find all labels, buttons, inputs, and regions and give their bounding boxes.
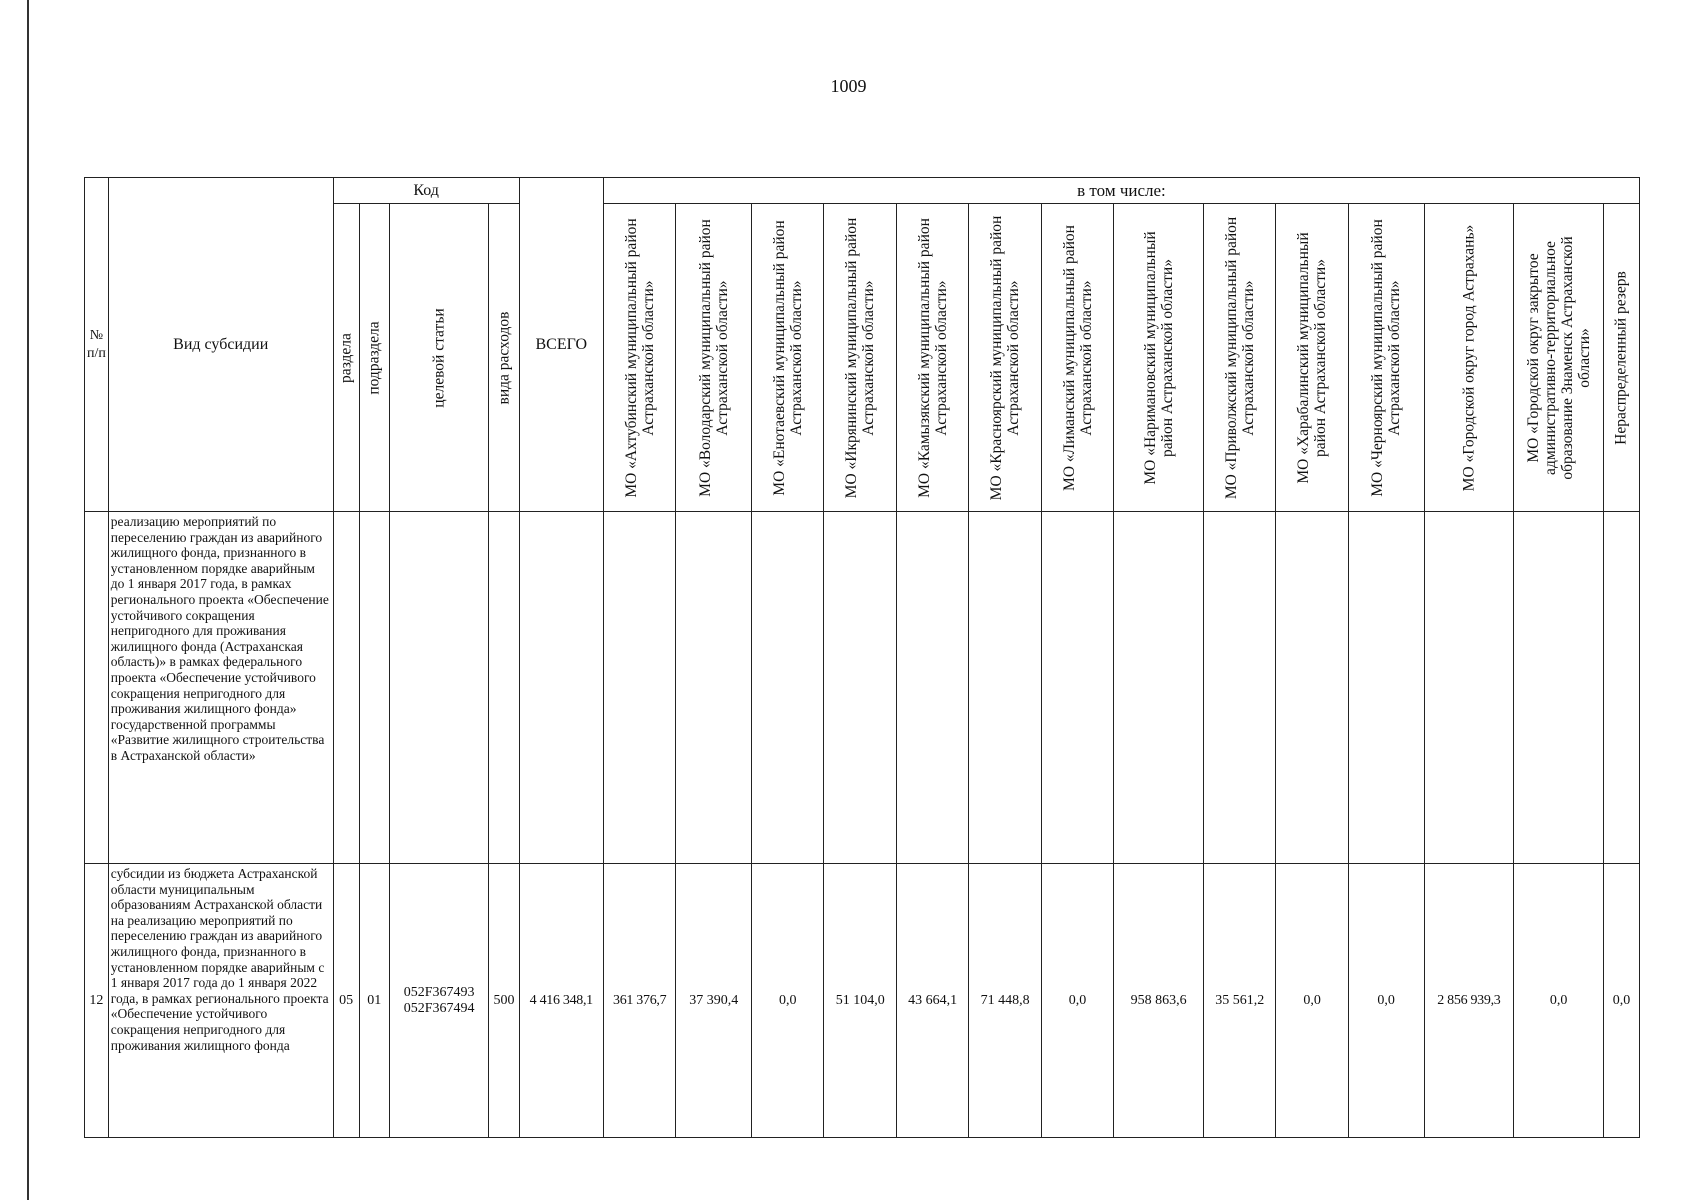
row-value: 0,0 — [1514, 864, 1604, 1138]
header-mo-enotaevsky: МО «Енотаевский муниципальный район Астраханской области» — [752, 204, 824, 512]
row-value — [1348, 512, 1424, 864]
row-value: 0,0 — [1041, 864, 1113, 1138]
row-value — [1603, 512, 1639, 864]
header-code-expense-type: вида расходов — [489, 204, 519, 512]
row-value: 958 863,6 — [1114, 864, 1204, 1138]
header-mo-znamensk: МО «Городской округ закрытое административно-территориальное образование Знаменск Астраханской области» — [1514, 204, 1604, 512]
row-no — [85, 512, 109, 864]
row-subsection: 01 — [359, 864, 389, 1138]
row-value: 0,0 — [1276, 864, 1348, 1138]
row-subsection — [359, 512, 389, 864]
header-mo-astrakhan-city: МО «Городской округ город Астрахань» — [1424, 204, 1514, 512]
header-subsidy-type: Вид субсидии — [108, 178, 333, 512]
header-mo-narimanovsky: МО «Наримановский муниципальный район Астраханской области» — [1114, 204, 1204, 512]
header-mo-volodarsky: МО «Володарский муниципальный район Астраханской области» — [676, 204, 752, 512]
row-value: 43 664,1 — [896, 864, 968, 1138]
row-target: 052F367493 052F367494 — [389, 864, 488, 1138]
row-value — [1203, 512, 1275, 864]
row-description: реализацию мероприятий по переселению граждан из аварийного жилищного фонда, признанного в установленном порядке аварийным до 1 января 2017 года, в рамках регионального проекта «Обеспечение устойчивого сокращения непригодного для проживания жилищного фонда (Астраханская область)» в рамках федерального проекта «Обеспечение устойчивого сокращения непригодного для проживания жилищного фонда» государственной программы «Развитие жилищного строительства в Астраханской области» — [108, 512, 333, 864]
table-row — [85, 512, 1640, 864]
row-target — [389, 512, 488, 864]
header-code: Код — [333, 178, 519, 204]
header-unallocated-reserve: Нераспределенный резерв — [1603, 204, 1639, 512]
row-value — [1514, 512, 1604, 864]
header-code-section: раздела — [333, 204, 359, 512]
row-value: 0,0 — [1603, 864, 1639, 1138]
row-no: 12 — [85, 864, 109, 1138]
header-mo-chernoyarsky: МО «Черноярский муниципальный район Астраханской области» — [1348, 204, 1424, 512]
row-value — [969, 512, 1041, 864]
row-value: 2 856 939,3 — [1424, 864, 1514, 1138]
header-mo-limansky: МО «Лиманский муниципальный район Астраханской области» — [1041, 204, 1113, 512]
subsidy-table — [84, 177, 1640, 1138]
row-description: субсидии из бюджета Астраханской области муниципальным образованиям Астраханской области на реализацию мероприятий по переселению граждан из аварийного жилищного фонда, признанного в установленном порядке аварийным с 1 января 2017 года до 1 января 2022 года, в рамках регионального проекта «Обеспечение устойчивого сокращения непригодного для проживания жилищного фонда — [108, 864, 333, 1138]
row-expense-type — [489, 512, 519, 864]
row-value — [896, 512, 968, 864]
row-total — [519, 512, 603, 864]
row-section — [333, 512, 359, 864]
header-code-subsection: подраздела — [359, 204, 389, 512]
row-value: 0,0 — [1348, 864, 1424, 1138]
row-value: 0,0 — [752, 864, 824, 1138]
row-value — [824, 512, 896, 864]
page-number: 1009 — [830, 76, 867, 96]
row-value — [1276, 512, 1348, 864]
header-no: № п/п — [85, 178, 109, 512]
table-row — [85, 864, 1640, 1138]
row-value: 51 104,0 — [824, 864, 896, 1138]
header-total: ВСЕГО — [519, 178, 603, 512]
header-including: в том числе: — [603, 178, 1639, 204]
row-expense-type: 500 — [489, 864, 519, 1138]
row-value — [1424, 512, 1514, 864]
header-mo-akhtubinsky: МО «Ахтубинский муниципальный район Астраханской области» — [603, 204, 675, 512]
row-value: 361 376,7 — [603, 864, 675, 1138]
header-mo-ikryaninsky: МО «Икрянинский муниципальный район Астраханской области» — [824, 204, 896, 512]
row-value — [752, 512, 824, 864]
header-mo-krasnoyarsky: МО «Красноярский муниципальный район Астраханской области» — [969, 204, 1041, 512]
header-mo-kamyzyaksky: МО «Камызякский муниципальный район Астраханской области» — [896, 204, 968, 512]
row-value: 37 390,4 — [676, 864, 752, 1138]
row-value: 71 448,8 — [969, 864, 1041, 1138]
row-section: 05 — [333, 864, 359, 1138]
row-total: 4 416 348,1 — [519, 864, 603, 1138]
binding-line — [27, 0, 29, 1200]
row-value — [603, 512, 675, 864]
row-value — [1114, 512, 1204, 864]
header-code-target: целевой статьи — [389, 204, 488, 512]
header-mo-kharabalinsky: МО «Харабалинский муниципальный район Астраханской области» — [1276, 204, 1348, 512]
row-value — [676, 512, 752, 864]
header-mo-privolzhsky: МО «Приволжский муниципальный район Астраханской области» — [1203, 204, 1275, 512]
row-value — [1041, 512, 1113, 864]
row-value: 35 561,2 — [1203, 864, 1275, 1138]
